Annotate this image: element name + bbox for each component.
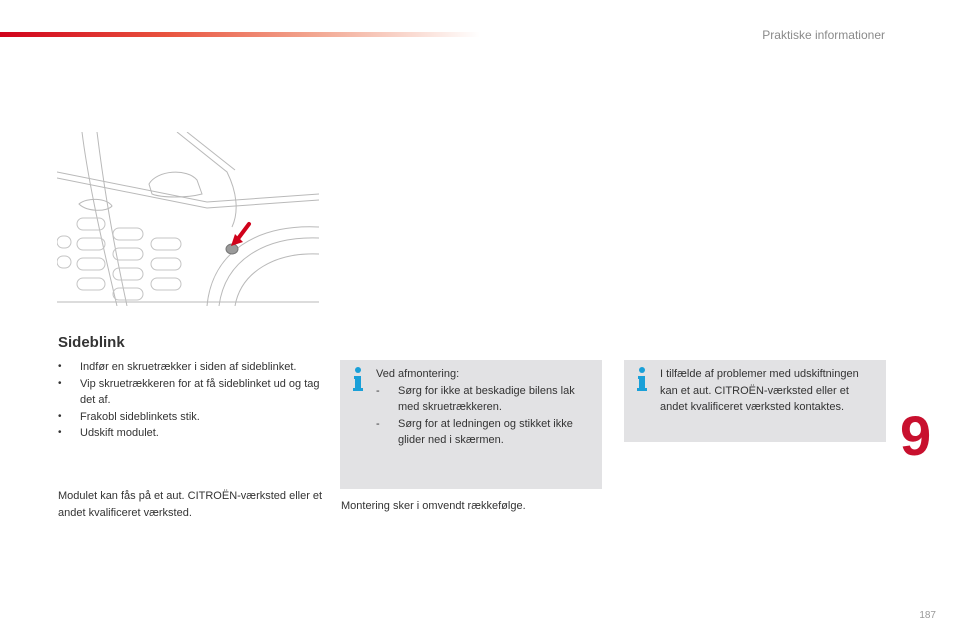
bullet-icon: • (58, 410, 62, 422)
refit-note: Montering sker i omvendt rækkefølge. (341, 500, 526, 512)
section-title: Praktiske informationer (762, 28, 885, 42)
availability-note: Modulet kan fås på et aut. CITROËN-værksted eller et andet kvalificeret værksted. (58, 490, 323, 519)
list-item: • Udskift modulet. (58, 425, 320, 442)
info-icon (350, 366, 366, 392)
list-item: • Frakobl sideblinkets stik. (58, 409, 320, 426)
steps-list (58, 359, 320, 442)
bullet-icon: • (58, 377, 62, 389)
bullet-icon: • (58, 361, 62, 372)
info-box-removal (340, 360, 602, 489)
list-item: - Sørg for ikke at beskadige bilens lak med skruetrækkeren. (376, 384, 575, 413)
car-side-indicator-illustration (57, 132, 319, 306)
info-box-text: I tilfælde af problemer med udskiftningen kan et aut. CITROËN-værksted eller et andet kvalificeret værksted kontaktes. (660, 368, 859, 413)
page-number: 187 (919, 610, 936, 621)
list-item: • Indfør en skruetrækker i siden af sideblinket. (58, 359, 320, 376)
header-accent-bar (0, 32, 480, 37)
list-item: - Sørg for at ledningen og stikket ikke glider ned i skærmen. (376, 417, 573, 446)
info-box-intro: Ved afmontering: (376, 368, 460, 380)
list-item: • Vip skruetrækkeren for at få sideblinket ud og tag det af. (58, 377, 320, 406)
chapter-number: 9 (900, 404, 932, 467)
bullet-icon: • (58, 427, 62, 438)
removal-list (376, 383, 594, 449)
section-heading: Sideblink (58, 334, 125, 351)
info-box-problems (624, 360, 886, 442)
info-icon (634, 366, 650, 392)
